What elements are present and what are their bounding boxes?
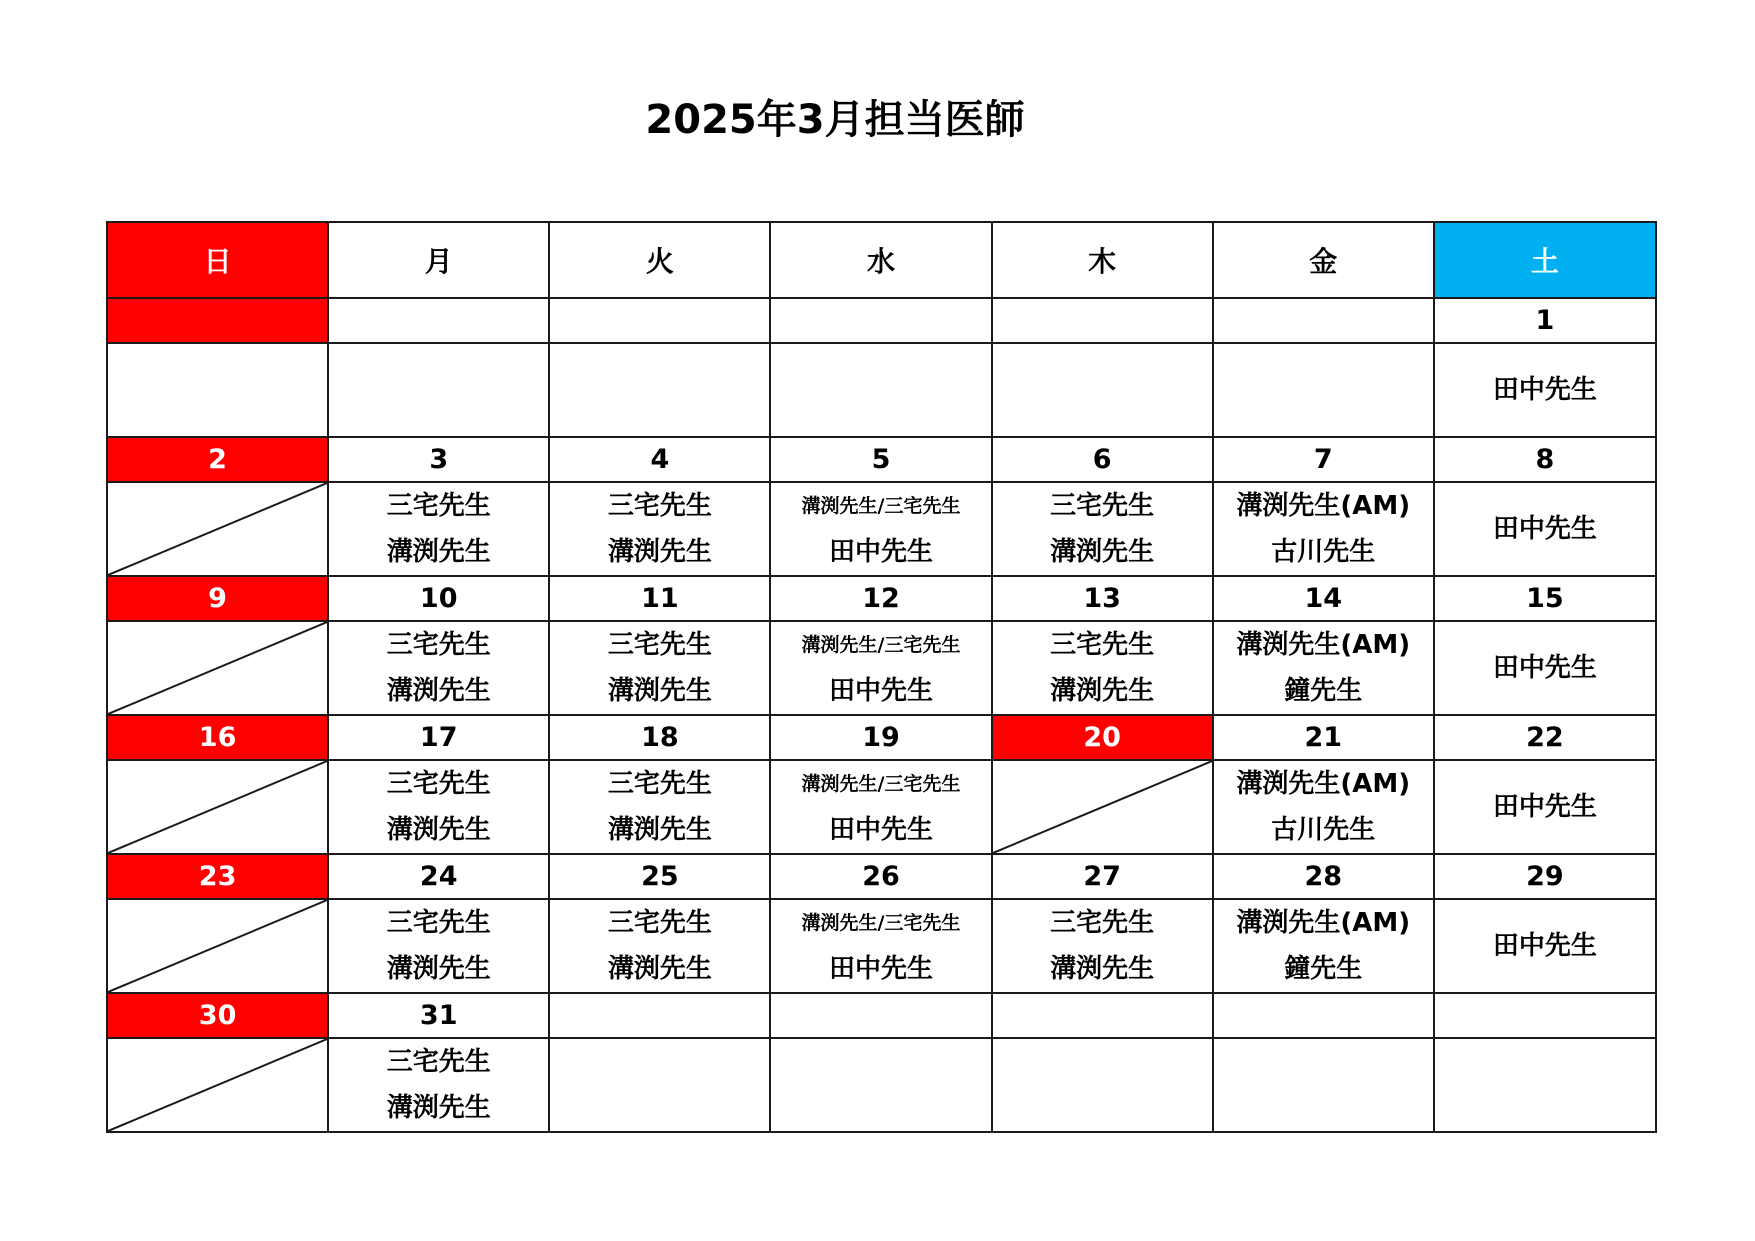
date-row — [107, 298, 1656, 343]
date-cell-sat: 1 — [1434, 298, 1656, 343]
doctor-name: 溝渕先生/三宅先生 — [801, 773, 961, 795]
doctor-name: 溝渕先生 — [386, 954, 491, 984]
closed-slash-icon — [108, 622, 327, 714]
doctor-cell-thu — [992, 621, 1213, 715]
date-cell-tue: 11 — [549, 576, 770, 621]
doctor-name: 溝渕先生 — [386, 676, 491, 706]
doctor-name: 田中先生 — [1492, 514, 1597, 544]
date-cell-mon: 24 — [328, 854, 549, 899]
doctor-name: 三宅先生 — [607, 491, 712, 521]
closed-slash-icon — [993, 761, 1212, 853]
date-cell-sat: 8 — [1434, 437, 1656, 482]
doctor-name: 三宅先生 — [386, 630, 491, 660]
doctor-name: 溝渕先生(AM) — [1236, 908, 1411, 938]
date-cell-thu: 6 — [992, 437, 1213, 482]
date-cell-tue — [549, 298, 770, 343]
doctor-name: 溝渕先生 — [607, 676, 712, 706]
doctor-cell-sun — [107, 760, 328, 854]
doctor-cell-wed — [770, 343, 991, 437]
doctor-name: 田中先生 — [1492, 653, 1597, 683]
doctor-name: 田中先生 — [828, 676, 933, 706]
doctor-cell-thu — [992, 760, 1213, 854]
date-row — [107, 993, 1656, 1038]
date-cell-fri — [1213, 993, 1434, 1038]
doctor-name: 溝渕先生(AM) — [1236, 630, 1411, 660]
doctor-cell-tue — [549, 621, 770, 715]
doctor-cell-tue — [549, 482, 770, 576]
doctor-name: 古川先生 — [1271, 815, 1376, 845]
doctor-name: 鐘先生 — [1284, 676, 1363, 706]
doctor-cell-fri — [1213, 482, 1434, 576]
doctor-cell-mon — [328, 482, 549, 576]
doctor-name: 溝渕先生 — [1050, 676, 1155, 706]
doctor-name: 三宅先生 — [1050, 908, 1155, 938]
doctor-name: 溝渕先生 — [386, 1093, 491, 1123]
date-cell-sun: 16 — [107, 715, 328, 760]
doctor-name: 三宅先生 — [386, 908, 491, 938]
doctor-cell-thu — [992, 343, 1213, 437]
doctor-cell-tue — [549, 1038, 770, 1132]
doctor-name: 田中先生 — [1492, 931, 1597, 961]
doctor-name: 田中先生 — [828, 815, 933, 845]
closed-slash-icon — [108, 483, 327, 575]
doctor-cell-mon — [328, 1038, 549, 1132]
weekday-header-fri: 金 — [1213, 222, 1434, 298]
date-cell-wed: 26 — [770, 854, 991, 899]
date-row — [107, 854, 1656, 899]
doctor-cell-mon — [328, 621, 549, 715]
doctor-cell-sun — [107, 1038, 328, 1132]
doctor-cell-wed — [770, 621, 991, 715]
doctor-cell-mon — [328, 760, 549, 854]
doctor-name: 三宅先生 — [386, 1047, 491, 1077]
closed-slash-icon — [108, 1039, 327, 1131]
doctor-name: 古川先生 — [1271, 537, 1376, 567]
doctor-cell-thu — [992, 482, 1213, 576]
doctor-cell-sat — [1434, 343, 1656, 437]
doctor-name: 溝渕先生(AM) — [1236, 769, 1411, 799]
doctor-cell-wed — [770, 1038, 991, 1132]
closed-slash-icon — [108, 900, 327, 992]
doctor-name: 溝渕先生 — [607, 815, 712, 845]
date-cell-tue: 18 — [549, 715, 770, 760]
doctor-name: 溝渕先生/三宅先生 — [801, 634, 961, 656]
date-cell-fri: 21 — [1213, 715, 1434, 760]
date-cell-tue — [549, 993, 770, 1038]
doctor-cell-mon — [328, 343, 549, 437]
doctor-name: 三宅先生 — [386, 769, 491, 799]
date-cell-fri — [1213, 298, 1434, 343]
doctor-cell-thu — [992, 1038, 1213, 1132]
weekday-header-tue: 火 — [549, 222, 770, 298]
weekday-header-wed: 水 — [770, 222, 991, 298]
doctor-row — [107, 482, 1656, 576]
date-cell-thu: 20 — [992, 715, 1213, 760]
doctor-cell-fri — [1213, 899, 1434, 993]
doctor-cell-sat — [1434, 621, 1656, 715]
page-title: 2025年3月担当医師 — [645, 97, 1025, 143]
weekday-header-mon: 月 — [328, 222, 549, 298]
date-cell-thu — [992, 993, 1213, 1038]
weekday-header-sat: 土 — [1434, 222, 1656, 298]
date-cell-tue: 25 — [549, 854, 770, 899]
doctor-name: 田中先生 — [1492, 375, 1597, 405]
doctor-name: 田中先生 — [828, 537, 933, 567]
doctor-cell-tue — [549, 899, 770, 993]
date-row — [107, 437, 1656, 482]
doctor-name: 溝渕先生 — [386, 815, 491, 845]
closed-slash-icon — [108, 761, 327, 853]
date-cell-wed: 12 — [770, 576, 991, 621]
doctor-name: 溝渕先生/三宅先生 — [801, 912, 961, 934]
doctor-cell-wed — [770, 899, 991, 993]
date-cell-fri: 14 — [1213, 576, 1434, 621]
doctor-name: 溝渕先生 — [1050, 954, 1155, 984]
doctor-cell-tue — [549, 343, 770, 437]
date-cell-sat: 15 — [1434, 576, 1656, 621]
date-cell-mon: 31 — [328, 993, 549, 1038]
schedule-calendar — [106, 221, 1657, 1133]
doctor-row — [107, 760, 1656, 854]
date-cell-wed: 19 — [770, 715, 991, 760]
date-cell-thu — [992, 298, 1213, 343]
date-cell-fri: 28 — [1213, 854, 1434, 899]
doctor-cell-fri — [1213, 621, 1434, 715]
doctor-row — [107, 621, 1656, 715]
doctor-name: 溝渕先生 — [607, 954, 712, 984]
date-cell-sun — [107, 298, 328, 343]
doctor-name: 三宅先生 — [1050, 491, 1155, 521]
doctor-name: 三宅先生 — [607, 769, 712, 799]
date-cell-sun: 23 — [107, 854, 328, 899]
date-cell-sun: 9 — [107, 576, 328, 621]
weekday-header-thu: 木 — [992, 222, 1213, 298]
date-cell-sat: 22 — [1434, 715, 1656, 760]
date-cell-sat: 29 — [1434, 854, 1656, 899]
date-cell-thu: 13 — [992, 576, 1213, 621]
date-cell-mon: 3 — [328, 437, 549, 482]
date-cell-mon — [328, 298, 549, 343]
doctor-name: 溝渕先生(AM) — [1236, 491, 1411, 521]
doctor-row — [107, 343, 1656, 437]
doctor-name: 三宅先生 — [607, 630, 712, 660]
date-cell-mon: 17 — [328, 715, 549, 760]
doctor-name: 田中先生 — [1492, 792, 1597, 822]
date-cell-fri: 7 — [1213, 437, 1434, 482]
doctor-row — [107, 899, 1656, 993]
doctor-name: 溝渕先生 — [1050, 537, 1155, 567]
doctor-cell-sun — [107, 621, 328, 715]
doctor-cell-sun — [107, 899, 328, 993]
date-cell-sun: 30 — [107, 993, 328, 1038]
doctor-cell-fri — [1213, 1038, 1434, 1132]
doctor-cell-sun — [107, 482, 328, 576]
date-cell-wed — [770, 298, 991, 343]
date-cell-sun: 2 — [107, 437, 328, 482]
date-cell-thu: 27 — [992, 854, 1213, 899]
date-cell-sat — [1434, 993, 1656, 1038]
doctor-name: 溝渕先生 — [386, 537, 491, 567]
date-row — [107, 576, 1656, 621]
doctor-name: 田中先生 — [828, 954, 933, 984]
doctor-cell-wed — [770, 482, 991, 576]
doctor-cell-thu — [992, 899, 1213, 993]
date-cell-tue: 4 — [549, 437, 770, 482]
date-cell-mon: 10 — [328, 576, 549, 621]
weekday-header-sun: 日 — [107, 222, 328, 298]
doctor-row — [107, 1038, 1656, 1132]
doctor-cell-sat — [1434, 760, 1656, 854]
doctor-cell-fri — [1213, 760, 1434, 854]
doctor-cell-sat — [1434, 482, 1656, 576]
doctor-name: 溝渕先生/三宅先生 — [801, 495, 961, 517]
doctor-name: 三宅先生 — [386, 491, 491, 521]
doctor-name: 鐘先生 — [1284, 954, 1363, 984]
date-cell-wed — [770, 993, 991, 1038]
doctor-name: 溝渕先生 — [607, 537, 712, 567]
doctor-cell-fri — [1213, 343, 1434, 437]
date-row — [107, 715, 1656, 760]
doctor-name: 三宅先生 — [1050, 630, 1155, 660]
doctor-name: 三宅先生 — [607, 908, 712, 938]
doctor-cell-wed — [770, 760, 991, 854]
doctor-cell-sun — [107, 343, 328, 437]
doctor-cell-sat — [1434, 1038, 1656, 1132]
date-cell-wed: 5 — [770, 437, 991, 482]
doctor-cell-tue — [549, 760, 770, 854]
weekday-header-row — [107, 222, 1656, 298]
doctor-cell-mon — [328, 899, 549, 993]
doctor-cell-sat — [1434, 899, 1656, 993]
